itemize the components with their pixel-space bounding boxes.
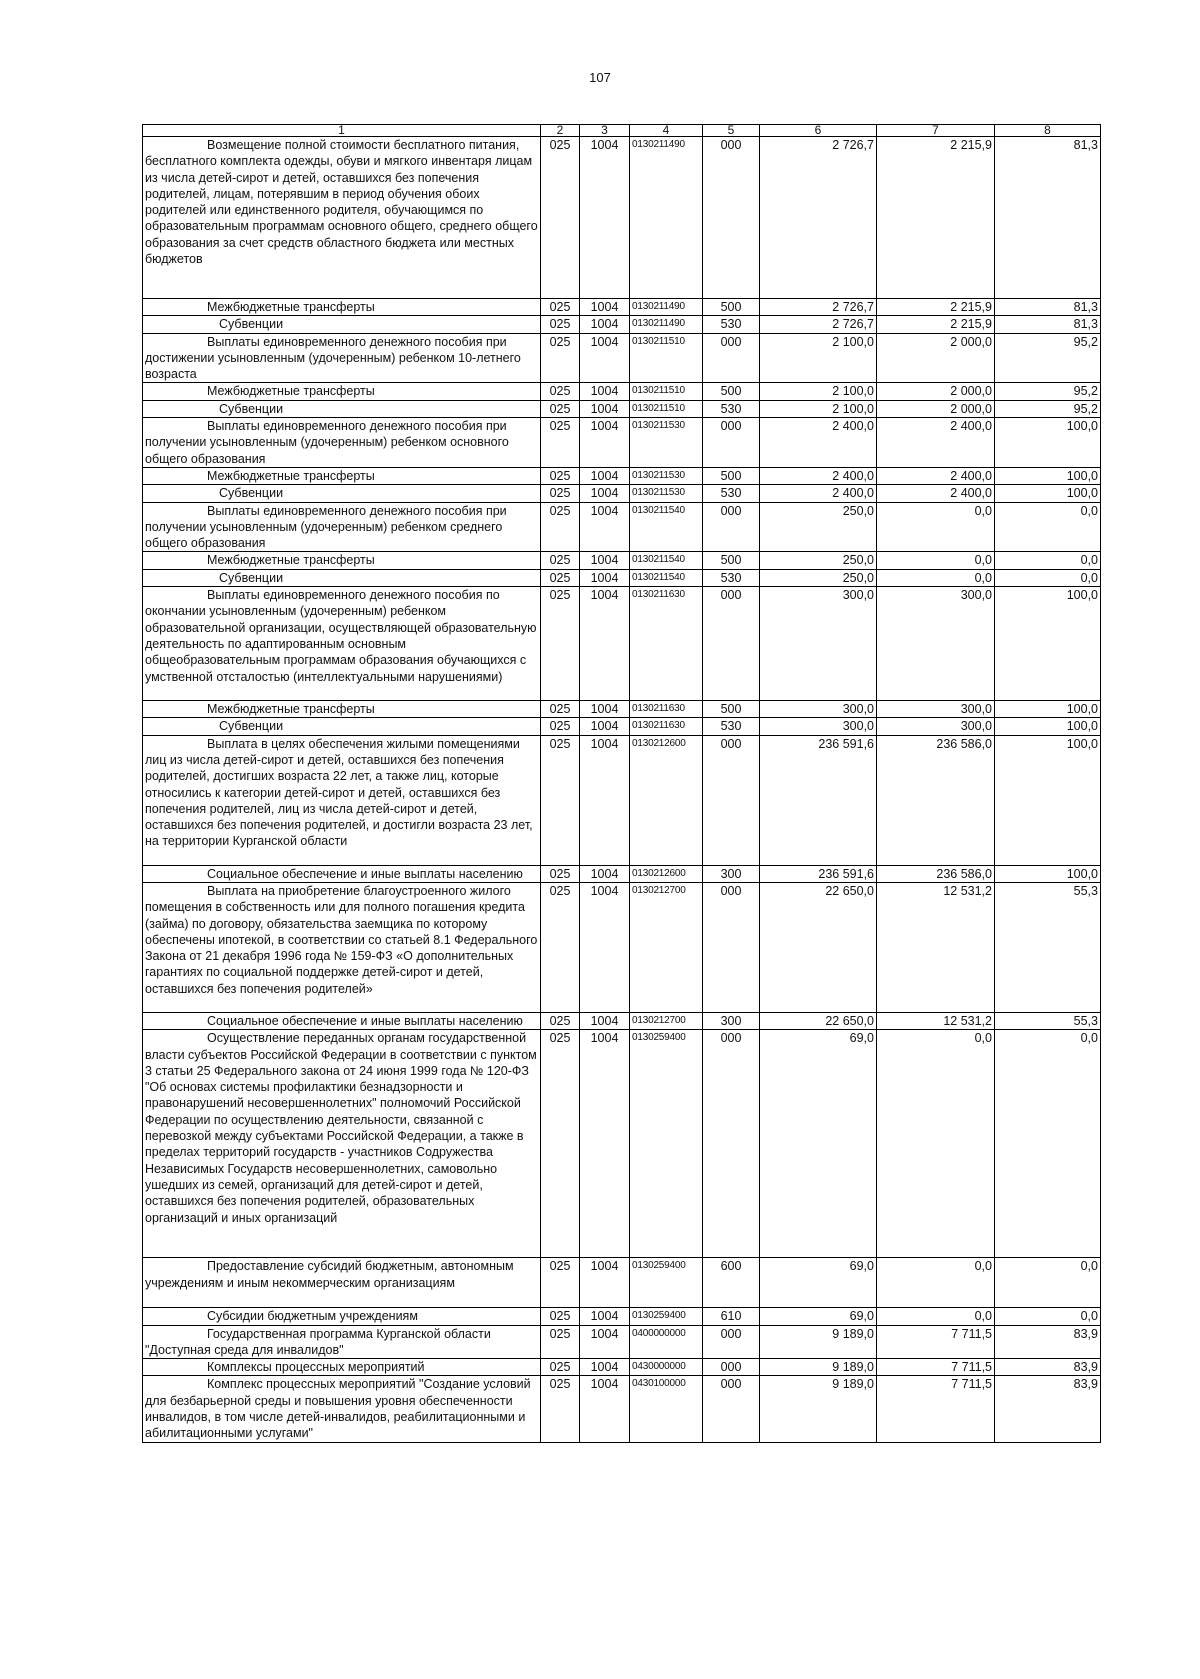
row-name: Выплата в целях обеспечения жилыми помещениями лиц из числа детей-сирот и детей, оставшихся без попечения родителей, достигших возраста 22 лет, а также лиц, которые относились к категории детей-сирот и детей, оставшихся без попечения родителей, лиц из числа детей-сирот и детей, оставшихся без попечения родителей, и достигли возраста 23 лет, на территории Курганской области	[143, 735, 541, 865]
cell-executed: 0,0	[877, 569, 995, 586]
page-number: 107	[589, 70, 611, 85]
table-header-row	[143, 125, 1101, 137]
cell-target-code: 0130211530	[630, 467, 703, 484]
cell-executed: 236 586,0	[877, 865, 995, 882]
cell-percent: 100,0	[995, 587, 1101, 701]
cell-plan: 22 650,0	[760, 1012, 877, 1029]
table-row	[143, 1359, 1101, 1376]
cell-target-code: 0130211510	[630, 400, 703, 417]
cell-percent: 0,0	[995, 569, 1101, 586]
cell-target-code: 0130259400	[630, 1308, 703, 1325]
cell-section-code: 1004	[580, 1308, 630, 1325]
cell-executed: 2 000,0	[877, 333, 995, 383]
cell-plan: 2 726,7	[760, 137, 877, 299]
cell-executed: 2 000,0	[877, 400, 995, 417]
row-name: Межбюджетные трансферты	[143, 552, 541, 569]
cell-expense-type: 530	[703, 718, 760, 735]
table-row	[143, 383, 1101, 400]
row-name: Субвенции	[143, 569, 541, 586]
table-row	[143, 552, 1101, 569]
cell-expense-type: 300	[703, 1012, 760, 1029]
table-row	[143, 1030, 1101, 1258]
cell-section-code: 1004	[580, 587, 630, 701]
table-row	[143, 1308, 1101, 1325]
budget-table	[142, 124, 1101, 1443]
cell-ministry-code: 025	[541, 735, 580, 865]
cell-percent: 83,9	[995, 1359, 1101, 1376]
cell-ministry-code: 025	[541, 1359, 580, 1376]
cell-executed: 2 400,0	[877, 467, 995, 484]
cell-executed: 2 400,0	[877, 485, 995, 502]
column-header: 7	[877, 125, 995, 137]
row-name: Межбюджетные трансферты	[143, 701, 541, 718]
cell-target-code: 0130211510	[630, 333, 703, 383]
cell-target-code: 0130211630	[630, 701, 703, 718]
table-row	[143, 1376, 1101, 1442]
cell-section-code: 1004	[580, 1258, 630, 1308]
table-row	[143, 137, 1101, 299]
row-name: Субвенции	[143, 718, 541, 735]
cell-percent: 100,0	[995, 701, 1101, 718]
cell-target-code: 0130211530	[630, 418, 703, 468]
cell-ministry-code: 025	[541, 467, 580, 484]
cell-section-code: 1004	[580, 137, 630, 299]
table-row	[143, 718, 1101, 735]
cell-expense-type: 600	[703, 1258, 760, 1308]
row-name: Выплата на приобретение благоустроенного жилого помещения в собственность или для полного погашения кредита (займа) по договору, обязательства заемщика по которому обеспечены ипотекой, в соответствии со статьей 8.1 Федерального Закона от 21 декабря 1996 года № 159-ФЗ «О дополнительных гарантиях по социальной поддержке детей-сирот и детей, оставшихся без попечения родителей»	[143, 882, 541, 1012]
cell-executed: 300,0	[877, 701, 995, 718]
row-name: Межбюджетные трансферты	[143, 299, 541, 316]
cell-expense-type: 530	[703, 569, 760, 586]
cell-plan: 250,0	[760, 552, 877, 569]
cell-target-code: 0130259400	[630, 1258, 703, 1308]
row-name: Социальное обеспечение и иные выплаты населению	[143, 1012, 541, 1029]
cell-ministry-code: 025	[541, 701, 580, 718]
cell-target-code: 0130211630	[630, 587, 703, 701]
cell-executed: 7 711,5	[877, 1325, 995, 1359]
cell-expense-type: 000	[703, 735, 760, 865]
cell-section-code: 1004	[580, 316, 630, 333]
cell-expense-type: 000	[703, 502, 760, 552]
cell-expense-type: 500	[703, 552, 760, 569]
cell-executed: 2 400,0	[877, 418, 995, 468]
cell-target-code: 0130211540	[630, 569, 703, 586]
cell-ministry-code: 025	[541, 1012, 580, 1029]
cell-ministry-code: 025	[541, 400, 580, 417]
cell-ministry-code: 025	[541, 587, 580, 701]
cell-ministry-code: 025	[541, 485, 580, 502]
cell-ministry-code: 025	[541, 552, 580, 569]
column-header: 5	[703, 125, 760, 137]
row-name: Государственная программа Курганской области "Доступная среда для инвалидов"	[143, 1325, 541, 1359]
cell-percent: 100,0	[995, 418, 1101, 468]
cell-executed: 236 586,0	[877, 735, 995, 865]
cell-executed: 2 215,9	[877, 316, 995, 333]
row-name: Выплаты единовременного денежного пособия при получении усыновленным (удочеренным) ребенком среднего общего образования	[143, 502, 541, 552]
row-name: Социальное обеспечение и иные выплаты населению	[143, 865, 541, 882]
cell-target-code: 0130211540	[630, 552, 703, 569]
table-row	[143, 701, 1101, 718]
cell-percent: 0,0	[995, 1308, 1101, 1325]
cell-section-code: 1004	[580, 418, 630, 468]
cell-plan: 2 726,7	[760, 299, 877, 316]
cell-plan: 69,0	[760, 1308, 877, 1325]
cell-section-code: 1004	[580, 1030, 630, 1258]
cell-expense-type: 530	[703, 485, 760, 502]
cell-section-code: 1004	[580, 718, 630, 735]
cell-section-code: 1004	[580, 1376, 630, 1442]
row-name: Субсидии бюджетным учреждениям	[143, 1308, 541, 1325]
row-name: Осуществление переданных органам государственной власти субъектов Российской Федерации в соответствии с пунктом 3 статьи 25 Федерального закона от 24 июня 1999 года № 120-ФЗ "Об основах системы профилактики безнадзорности и правонарушений несовершеннолетних" полномочий Российской Федерации по осуществлению деятельности, связанной с перевозкой между субъектами Российской Федерации, а также в пределах территорий государств - участников Содружества Независимых Государств несовершеннолетних, самовольно ушедших из семей, организаций для детей-сирот и детей, оставшихся без попечения родителей, образовательных организаций и иных организаций	[143, 1030, 541, 1258]
column-header: 8	[995, 125, 1101, 137]
cell-section-code: 1004	[580, 333, 630, 383]
cell-ministry-code: 025	[541, 1308, 580, 1325]
cell-percent: 100,0	[995, 718, 1101, 735]
cell-plan: 2 726,7	[760, 316, 877, 333]
cell-plan: 2 400,0	[760, 418, 877, 468]
table-row	[143, 865, 1101, 882]
table-row	[143, 1258, 1101, 1308]
row-name: Межбюджетные трансферты	[143, 467, 541, 484]
cell-expense-type: 000	[703, 1325, 760, 1359]
table-row	[143, 418, 1101, 468]
cell-ministry-code: 025	[541, 1258, 580, 1308]
table-row	[143, 882, 1101, 1012]
cell-expense-type: 500	[703, 467, 760, 484]
cell-plan: 2 100,0	[760, 333, 877, 383]
table-row	[143, 485, 1101, 502]
cell-ministry-code: 025	[541, 882, 580, 1012]
cell-target-code: 0130211540	[630, 502, 703, 552]
cell-percent: 55,3	[995, 1012, 1101, 1029]
cell-percent: 81,3	[995, 316, 1101, 333]
row-name: Комплексы процессных мероприятий	[143, 1359, 541, 1376]
cell-plan: 300,0	[760, 701, 877, 718]
cell-ministry-code: 025	[541, 418, 580, 468]
cell-expense-type: 000	[703, 1376, 760, 1442]
cell-section-code: 1004	[580, 1325, 630, 1359]
cell-target-code: 0130211490	[630, 137, 703, 299]
cell-expense-type: 000	[703, 418, 760, 468]
cell-executed: 300,0	[877, 718, 995, 735]
cell-percent: 100,0	[995, 865, 1101, 882]
cell-plan: 236 591,6	[760, 865, 877, 882]
cell-section-code: 1004	[580, 569, 630, 586]
cell-plan: 2 400,0	[760, 485, 877, 502]
cell-plan: 9 189,0	[760, 1359, 877, 1376]
cell-plan: 69,0	[760, 1258, 877, 1308]
row-name: Возмещение полной стоимости бесплатного питания, бесплатного комплекта одежды, обуви и мягкого инвентаря лицам из числа детей-сирот и детей, оставшихся без попечения родителей, лицам, потерявшим в период обучения обоих родителей или единственного родителя, обучающимся по образовательным программам основного общего, среднего общего образования за счет средств областного бюджета или местных бюджетов	[143, 137, 541, 299]
row-name: Субвенции	[143, 485, 541, 502]
cell-plan: 22 650,0	[760, 882, 877, 1012]
cell-plan: 69,0	[760, 1030, 877, 1258]
cell-section-code: 1004	[580, 502, 630, 552]
cell-executed: 12 531,2	[877, 882, 995, 1012]
cell-target-code: 0130211630	[630, 718, 703, 735]
cell-executed: 0,0	[877, 552, 995, 569]
cell-target-code: 0130212600	[630, 735, 703, 865]
row-name: Выплаты единовременного денежного пособия при достижении усыновленным (удочеренным) ребенком 10-летнего возраста	[143, 333, 541, 383]
cell-percent: 0,0	[995, 502, 1101, 552]
cell-executed: 2 215,9	[877, 299, 995, 316]
cell-percent: 95,2	[995, 383, 1101, 400]
cell-target-code: 0400000000	[630, 1325, 703, 1359]
cell-percent: 55,3	[995, 882, 1101, 1012]
cell-section-code: 1004	[580, 552, 630, 569]
cell-percent: 0,0	[995, 552, 1101, 569]
cell-target-code: 0430000000	[630, 1359, 703, 1376]
cell-ministry-code: 025	[541, 569, 580, 586]
column-header: 4	[630, 125, 703, 137]
cell-percent: 0,0	[995, 1258, 1101, 1308]
cell-executed: 300,0	[877, 587, 995, 701]
cell-ministry-code: 025	[541, 316, 580, 333]
table-row	[143, 735, 1101, 865]
table-row	[143, 502, 1101, 552]
cell-plan: 2 100,0	[760, 400, 877, 417]
cell-executed: 0,0	[877, 1258, 995, 1308]
cell-ministry-code: 025	[541, 1030, 580, 1258]
cell-expense-type: 300	[703, 865, 760, 882]
cell-section-code: 1004	[580, 299, 630, 316]
cell-ministry-code: 025	[541, 299, 580, 316]
cell-expense-type: 500	[703, 383, 760, 400]
cell-plan: 300,0	[760, 587, 877, 701]
cell-percent: 83,9	[995, 1325, 1101, 1359]
row-name: Субвенции	[143, 400, 541, 417]
cell-plan: 9 189,0	[760, 1325, 877, 1359]
row-name: Выплаты единовременного денежного пособия при получении усыновленным (удочеренным) ребенком основного общего образования	[143, 418, 541, 468]
cell-ministry-code: 025	[541, 502, 580, 552]
cell-expense-type: 500	[703, 299, 760, 316]
cell-plan: 250,0	[760, 502, 877, 552]
cell-plan: 2 400,0	[760, 467, 877, 484]
cell-plan: 9 189,0	[760, 1376, 877, 1442]
cell-target-code: 0130212700	[630, 1012, 703, 1029]
column-header: 2	[541, 125, 580, 137]
cell-section-code: 1004	[580, 383, 630, 400]
cell-ministry-code: 025	[541, 333, 580, 383]
cell-target-code: 0130211510	[630, 383, 703, 400]
cell-percent: 81,3	[995, 137, 1101, 299]
table-row	[143, 400, 1101, 417]
cell-percent: 95,2	[995, 333, 1101, 383]
cell-plan: 250,0	[760, 569, 877, 586]
cell-section-code: 1004	[580, 467, 630, 484]
cell-plan: 300,0	[760, 718, 877, 735]
table-row	[143, 299, 1101, 316]
table-row	[143, 316, 1101, 333]
cell-plan: 2 100,0	[760, 383, 877, 400]
cell-expense-type: 000	[703, 1359, 760, 1376]
cell-expense-type: 000	[703, 882, 760, 1012]
cell-executed: 7 711,5	[877, 1376, 995, 1442]
cell-ministry-code: 025	[541, 865, 580, 882]
cell-ministry-code: 025	[541, 1325, 580, 1359]
row-name: Межбюджетные трансферты	[143, 383, 541, 400]
cell-percent: 100,0	[995, 485, 1101, 502]
cell-executed: 0,0	[877, 1030, 995, 1258]
cell-target-code: 0130211490	[630, 316, 703, 333]
cell-section-code: 1004	[580, 1012, 630, 1029]
cell-expense-type: 000	[703, 1030, 760, 1258]
table-row	[143, 1012, 1101, 1029]
cell-percent: 100,0	[995, 467, 1101, 484]
cell-target-code: 0130211490	[630, 299, 703, 316]
cell-expense-type: 000	[703, 333, 760, 383]
cell-target-code: 0130211530	[630, 485, 703, 502]
cell-executed: 12 531,2	[877, 1012, 995, 1029]
cell-percent: 81,3	[995, 299, 1101, 316]
cell-expense-type: 000	[703, 587, 760, 701]
cell-section-code: 1004	[580, 400, 630, 417]
row-name: Комплекс процессных мероприятий "Создание условий для безбарьерной среды и повышения уровня обеспеченности инвалидов, в том числе детей-инвалидов, реабилитационными и абилитационными услугами"	[143, 1376, 541, 1442]
cell-section-code: 1004	[580, 701, 630, 718]
cell-percent: 100,0	[995, 735, 1101, 865]
column-header: 1	[143, 125, 541, 137]
cell-executed: 7 711,5	[877, 1359, 995, 1376]
table-row	[143, 1325, 1101, 1359]
cell-executed: 2 000,0	[877, 383, 995, 400]
cell-executed: 0,0	[877, 502, 995, 552]
cell-expense-type: 610	[703, 1308, 760, 1325]
cell-plan: 236 591,6	[760, 735, 877, 865]
table-row	[143, 587, 1101, 701]
cell-section-code: 1004	[580, 1359, 630, 1376]
cell-ministry-code: 025	[541, 383, 580, 400]
cell-executed: 2 215,9	[877, 137, 995, 299]
table-row	[143, 467, 1101, 484]
cell-percent: 83,9	[995, 1376, 1101, 1442]
cell-expense-type: 500	[703, 701, 760, 718]
column-header: 6	[760, 125, 877, 137]
row-name: Субвенции	[143, 316, 541, 333]
cell-percent: 0,0	[995, 1030, 1101, 1258]
cell-target-code: 0130212700	[630, 882, 703, 1012]
cell-expense-type: 000	[703, 137, 760, 299]
cell-target-code: 0130212600	[630, 865, 703, 882]
table-row	[143, 333, 1101, 383]
cell-executed: 0,0	[877, 1308, 995, 1325]
row-name: Предоставление субсидий бюджетным, автономным учреждениям и иным некоммерческим организациям	[143, 1258, 541, 1308]
cell-section-code: 1004	[580, 735, 630, 865]
cell-target-code: 0130259400	[630, 1030, 703, 1258]
cell-expense-type: 530	[703, 316, 760, 333]
cell-ministry-code: 025	[541, 1376, 580, 1442]
cell-ministry-code: 025	[541, 137, 580, 299]
cell-target-code: 0430100000	[630, 1376, 703, 1442]
cell-section-code: 1004	[580, 485, 630, 502]
row-name: Выплаты единовременного денежного пособия по окончании усыновленным (удочеренным) ребенком образовательной организации, осуществляющей образовательную деятельность по адаптированным основным общеобразовательным программам образования обучающихся с умственной отсталостью (интеллектуальными нарушениями)	[143, 587, 541, 701]
table-row	[143, 569, 1101, 586]
cell-percent: 95,2	[995, 400, 1101, 417]
cell-section-code: 1004	[580, 882, 630, 1012]
cell-section-code: 1004	[580, 865, 630, 882]
cell-ministry-code: 025	[541, 718, 580, 735]
column-header: 3	[580, 125, 630, 137]
cell-expense-type: 530	[703, 400, 760, 417]
